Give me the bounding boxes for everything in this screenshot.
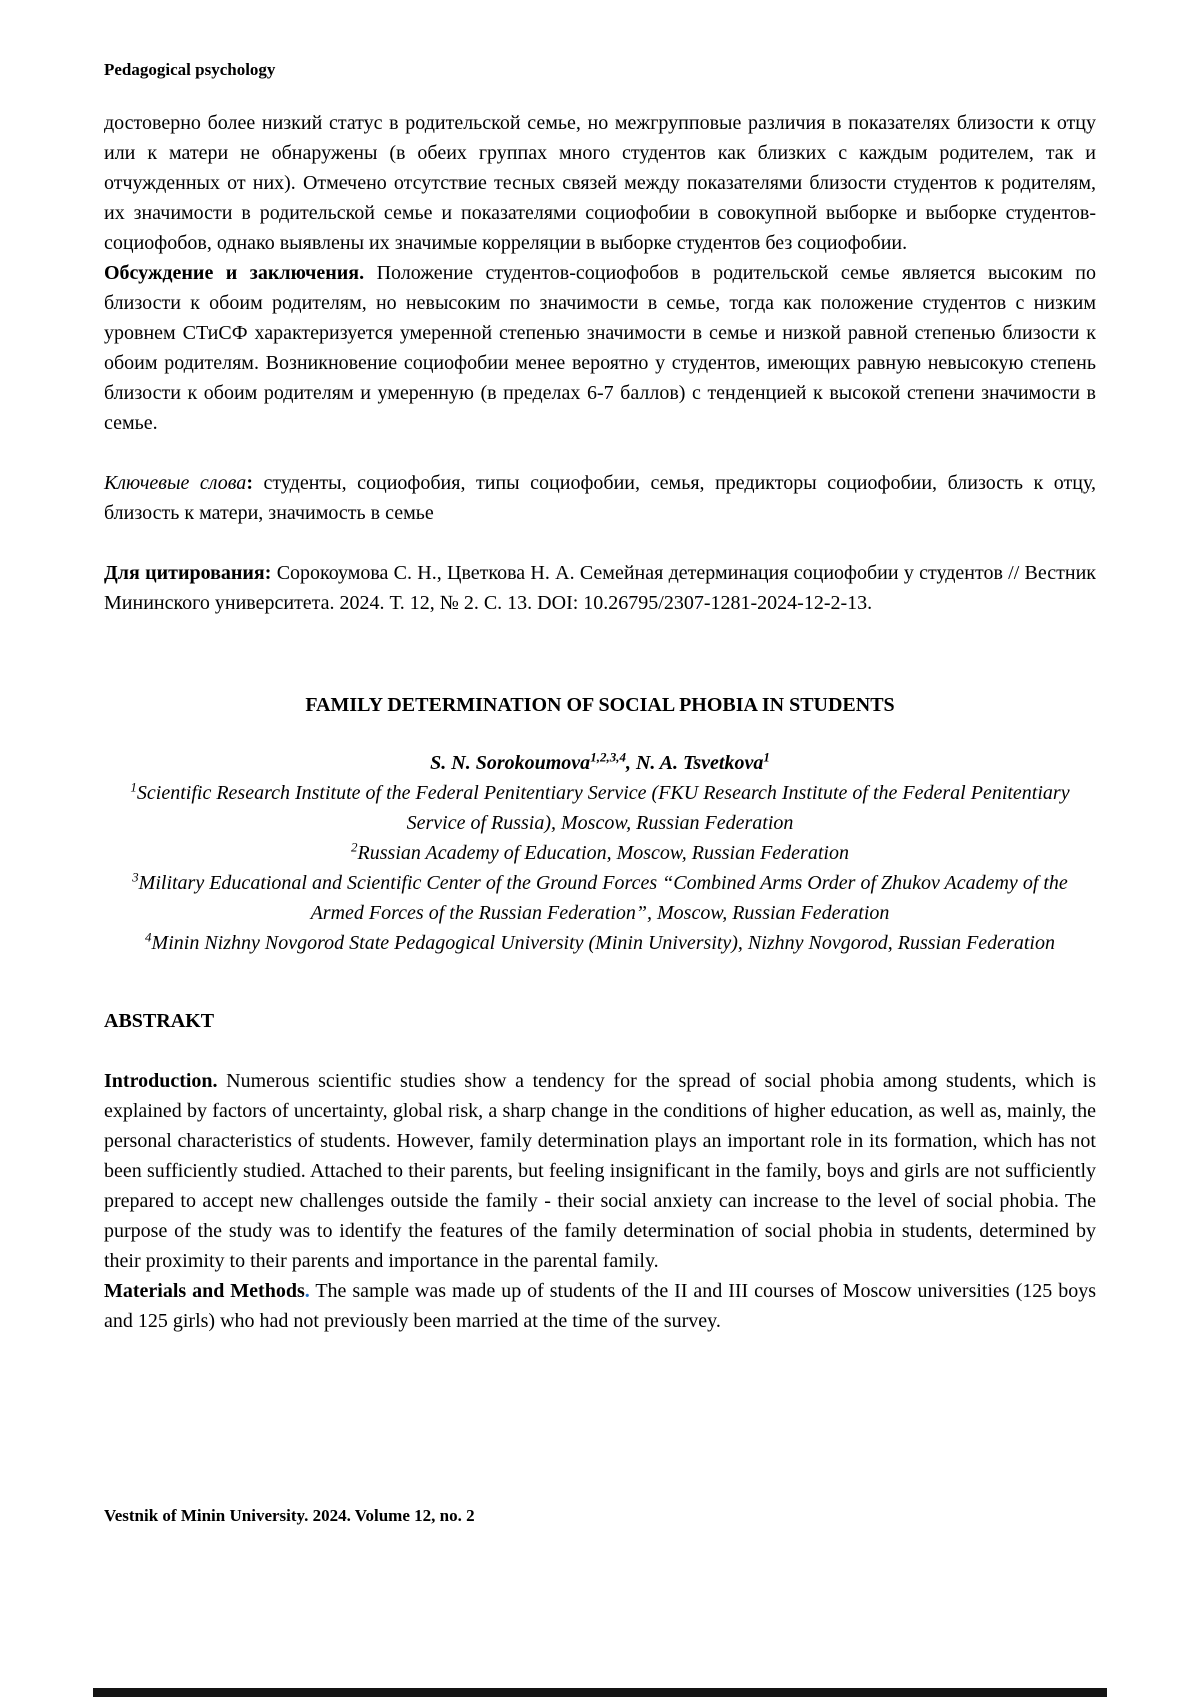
affiliation-4-sup: 4 xyxy=(145,929,152,945)
article-title-en: FAMILY DETERMINATION OF SOCIAL PHOBIA IN STUDENTS xyxy=(305,694,895,716)
author-2-affil-sup: 1 xyxy=(763,749,770,765)
paragraph-discussion xyxy=(104,258,1096,438)
affiliation-3 xyxy=(104,868,1096,928)
affiliation-1-text: Scientific Research Institute of the Federal Penitentiary Service (FKU Research Institute of the Federal Penitentiary Service of Russia), Moscow, Russian Federation xyxy=(136,782,1070,834)
keywords-colon: : xyxy=(246,472,253,494)
methods-text: The sample was made up of students of the II and III courses of Moscow universities (125 boys and 125 girls) who had not previously been married at the time of the survey. xyxy=(104,1280,1096,1332)
abstract-heading: ABSTRAKT xyxy=(104,1010,215,1032)
affiliation-4-text: Minin Nizhny Novgorod State Pedagogical University (Minin University), Nizhny Novgorod, Russian Federation xyxy=(151,932,1055,954)
footer-journal-line: Vestnik of Minin University. 2024. Volume 12, no. 2 xyxy=(104,1506,475,1525)
author-1-affil-sup: 1,2,3,4 xyxy=(590,749,626,765)
author-separator: , xyxy=(625,752,636,774)
methods-lead-label: Materials and Methods xyxy=(104,1280,305,1302)
running-head: Pedagogical psychology xyxy=(104,60,276,79)
discussion-lead-label: Обсуждение и заключения. xyxy=(104,262,365,284)
citation-paragraph xyxy=(104,558,1096,618)
introduction-text: Numerous scientific studies show a tendency for the spread of social phobia among students, which is explained by factors of uncertainty, global risk, a sharp change in the conditions of higher education, as well as, mainly, the personal characteristics of students. However, family determination plays an important role in its formation, which has not been sufficiently studied. Attached to their parents, but feeling insignificant in the family, boys and girls are not sufficiently prepared to accept new challenges outside the family - their social anxiety can increase to the level of social phobia. The purpose of the study was to identify the features of the family determination of social phobia in students, determined by their proximity to their parents and importance in the parental family. xyxy=(104,1070,1096,1272)
affiliation-3-sup: 3 xyxy=(132,869,139,885)
keywords-label: Ключевые слова xyxy=(104,472,247,494)
citation-text: Сорокоумова С. Н., Цветкова Н. А. Семейная детерминация социофобии у студентов // Вестник Мининского университета. 2024. Т. 12, № 2. С. 13. DOI: 10.26795/2307-1281-2024-12-2-13. xyxy=(104,562,1096,614)
affiliation-3-text: Military Educational and Scientific Center of the Ground Forces “Combined Arms Order of Zhukov Academy of the Armed Forces of the Russian Federation”, Moscow, Russian Federation xyxy=(138,872,1068,924)
affiliation-4 xyxy=(104,928,1096,958)
paragraph-introduction xyxy=(104,1066,1096,1276)
keywords-paragraph xyxy=(104,468,1096,528)
affiliation-2-sup: 2 xyxy=(351,839,358,855)
methods-period-accent: . xyxy=(304,1280,310,1302)
paragraph-results-continuation: достоверно более низкий статус в родительской семье, но межгрупповые различия в показателях близости к отцу или к матери не обнаружены (в обеих группах много студентов как близких с каждым родителем, так и отчужденных от них). Отмечено отсутствие тесных связей между показателями близости студентов к родителям, их значимости в родительской семье и показателями социофобии в совокупной выборке и выборке студентов-социофобов, однако выявлены их значимые корреляции в выборке студентов без социофобии. xyxy=(104,112,1096,254)
keywords-text: студенты, социофобия, типы социофобии, семья, предикторы социофобии, близость к отцу, близость к матери, значимость в семье xyxy=(104,472,1096,524)
discussion-text: Положение студентов-социофобов в родительской семье является высоким по близости к обоим родителям, но невысоким по значимости в семье, тогда как положение студентов с низким уровнем СТиСФ характеризуется умеренной степенью значимости в семье и низкой равной степенью близости к обоим родителям. Возникновение социофобии менее вероятно у студентов, имеющих равную невысокую степень близости к обоим родителям и умеренную (в пределах 6-7 баллов) с тенденцией к высокой степени значимости в семье. xyxy=(104,262,1096,434)
authors-line xyxy=(104,748,1096,778)
affiliation-2-text: Russian Academy of Education, Moscow, Russian Federation xyxy=(357,842,849,864)
affiliation-2 xyxy=(104,838,1096,868)
author-name-2: N. A. Tsvetkova xyxy=(635,752,764,774)
author-name-1: S. N. Sorokoumova xyxy=(430,752,591,774)
paragraph-methods xyxy=(104,1276,1096,1336)
citation-label: Для цитирования: xyxy=(104,562,272,584)
introduction-lead-label: Introduction. xyxy=(104,1070,218,1092)
affiliation-1-sup: 1 xyxy=(130,779,137,795)
next-page-edge xyxy=(93,1688,1107,1697)
affiliation-1 xyxy=(104,778,1096,838)
